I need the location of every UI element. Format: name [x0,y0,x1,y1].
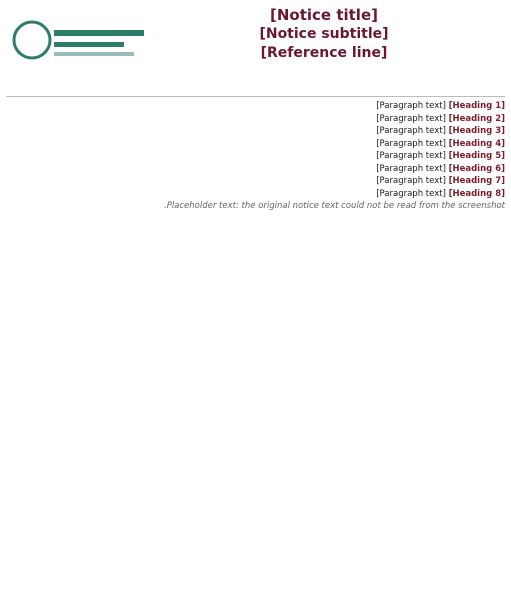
paragraph-heading: [Heading 5] [448,151,505,161]
paragraph-text: [Paragraph text] [376,176,446,186]
body-paragraph [6,101,505,113]
paragraph-text: [Paragraph text] [376,101,446,111]
paragraph-heading: [Heading 8] [448,188,505,199]
paragraph-text: [Paragraph text] [376,126,446,136]
placeholder-note: Placeholder text: the original notice text could not be read from the screenshot. [163,201,505,211]
notice-header [6,4,505,97]
paragraph-text: [Paragraph text] [376,188,446,199]
notice-subtitle: [Notice subtitle] [259,26,389,42]
paragraph-heading: [Heading 7] [448,176,505,186]
body-paragraph [6,114,505,126]
body-paragraph [6,189,505,201]
body-paragraph [6,139,505,151]
paragraph-text: [Paragraph text] [376,151,446,161]
notice-titles [149,6,499,63]
paragraph-heading: [Heading 6] [448,163,505,174]
body-paragraph [6,151,505,163]
paragraph-heading: [Heading 1] [448,101,505,111]
paragraph-text: [Paragraph text] [376,138,446,149]
body-paragraph [6,164,505,176]
paragraph-heading: [Heading 3] [448,126,505,136]
company-logo [10,10,150,76]
paragraph-text: [Paragraph text] [376,163,446,174]
notice-title: [Notice title] [270,6,378,24]
paragraph-heading: [Heading 4] [448,138,505,149]
body-paragraph [6,176,505,188]
paragraph-text: [Paragraph text] [376,113,446,124]
paragraph-heading: [Heading 2] [448,113,505,124]
body-paragraph [6,126,505,138]
notice-body [6,101,505,213]
notice-reference: [Reference line] [260,45,388,61]
